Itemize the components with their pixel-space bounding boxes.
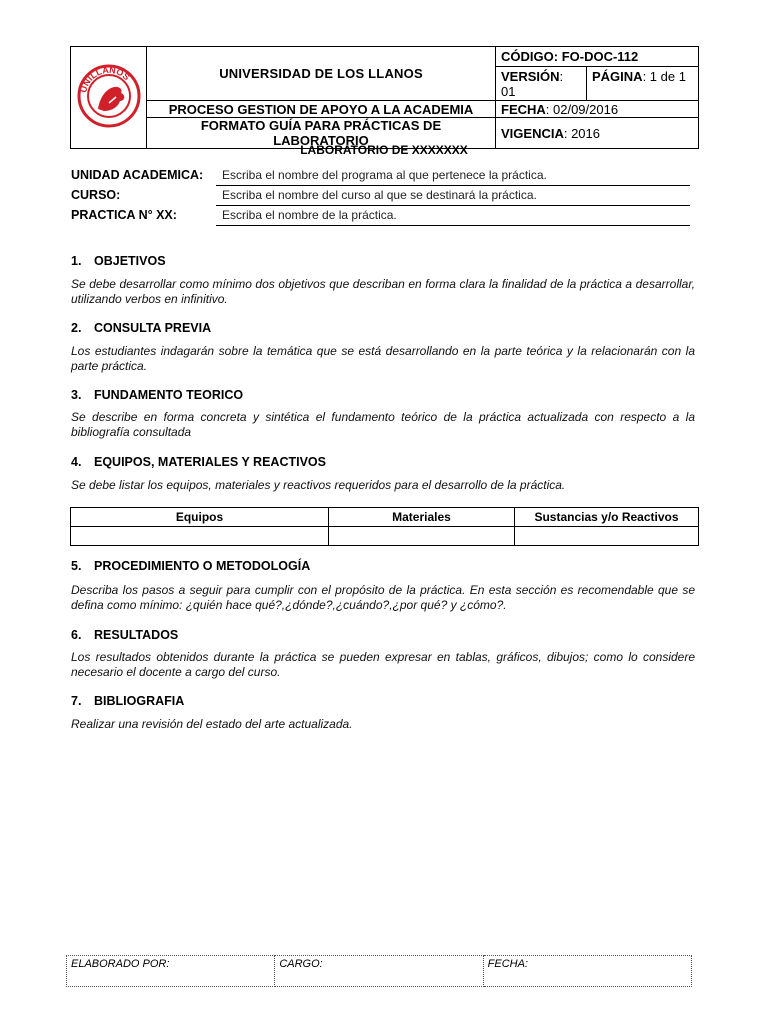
section-heading: 4. EQUIPOS, MATERIALES Y REACTIVOS [71, 455, 326, 469]
section-heading: 7. BIBLIOGRAFIA [71, 694, 185, 708]
date-value: : 02/09/2016 [545, 101, 619, 117]
section-text: Describa los pasos a seguir para cumplir con el propósito de la práctica. En esta sección es recomendable que se defina como mínimo: ¿quién hace qué?,¿dónde?,¿cuándo?,¿por qué? y ¿cómo?. [71, 583, 695, 612]
page-label: PÁGINA [592, 69, 643, 84]
unit-field[interactable]: Escriba el nombre del programa al que pertenece la práctica. [216, 166, 690, 186]
header-table [70, 46, 699, 149]
svg-text:UNILLANOS: UNILLANOS [77, 64, 132, 94]
section-text: Se debe listar los equipos, materiales y reactivos requeridos para el desarrollo de la práctica. [71, 478, 566, 492]
section-text: Se describe en forma concreta y sintética el fundamento teórico de la práctica actualizada con respecto a la bibliografía consultada [71, 410, 695, 439]
table-cell[interactable] [71, 527, 329, 546]
code-label: CÓDIGO: [501, 49, 559, 64]
table-cell[interactable] [329, 527, 515, 546]
version-label: VERSIÓN [501, 68, 560, 84]
practice-label: PRACTICA N° XX: [71, 208, 177, 222]
process-name: PROCESO GESTION DE APOYO A LA ACADEMIA [147, 101, 496, 118]
section-text: Los resultados obtenidos durante la práctica se pueden expresar en tablas, gráficos, dibujos; como lo considere necesario el docente a cargo del curso. [71, 650, 695, 679]
course-label: CURSO: [71, 188, 121, 202]
code-value: FO-DOC-112 [561, 49, 639, 64]
validity-label: VIGENCIA [501, 125, 564, 141]
section-text: Se debe desarrollar como mínimo dos objetivos que describan en forma clara la finalidad de la práctica a desarrollar, utilizando verbos en infinitivo. [71, 277, 695, 306]
course-field[interactable]: Escriba el nombre del curso al que se destinará la práctica. [216, 186, 690, 206]
section-text: Los estudiantes indagarán sobre la temática que se está desarrollando en la parte teórica y la relacionarán con la parte práctica. [71, 344, 695, 373]
section-heading: 1. OBJETIVOS [71, 254, 166, 268]
section-heading: 3. FUNDAMENTO TEORICO [71, 388, 244, 402]
position-field[interactable]: CARGO: [275, 956, 483, 987]
column-header: Equipos [71, 508, 329, 527]
section-text: Realizar una revisión del estado del arte actualizada. [71, 717, 353, 731]
materials-table [70, 507, 699, 546]
lab-title: LABORATORIO DE XXXXXXX [300, 143, 468, 157]
version-cell [496, 67, 587, 101]
prepared-by-field[interactable]: ELABORADO POR: [67, 956, 275, 987]
section-heading: 6. RESULTADOS [71, 628, 179, 642]
section-heading: 2. CONSULTA PREVIA [71, 321, 212, 335]
practice-field[interactable]: Escriba el nombre de la práctica. [216, 206, 690, 226]
logo-cell [71, 47, 147, 149]
date-cell [496, 101, 699, 118]
version-value: : 01 [501, 68, 564, 99]
table-cell[interactable] [515, 527, 699, 546]
page-cell [587, 67, 699, 101]
university-name: UNIVERSIDAD DE LOS LLANOS [147, 47, 496, 101]
university-logo [76, 59, 142, 133]
date-label: FECHA [501, 101, 546, 117]
validity-value: : 2016 [563, 125, 600, 141]
section-heading: 5. PROCEDIMIENTO O METODOLOGÍA [71, 559, 311, 573]
code-cell [496, 47, 699, 67]
date-field[interactable]: FECHA: [483, 956, 691, 987]
footer-table [66, 955, 692, 987]
column-header: Sustancias y/o Reactivos [515, 508, 699, 527]
column-header: Materiales [329, 508, 515, 527]
format-name: FORMATO GUÍA PARA PRÁCTICAS DE LABORATORIO [147, 118, 496, 149]
unit-label: UNIDAD ACADEMICA: [71, 168, 204, 182]
page-value: : 1 de 1 [642, 69, 686, 84]
